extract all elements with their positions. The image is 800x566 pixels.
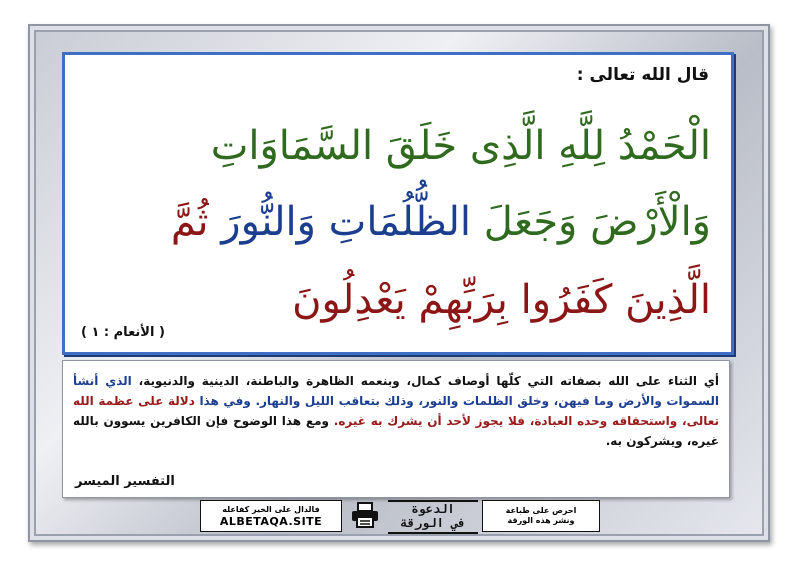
verse-line-2-blue: الظُّلُمَاتِ وَالنُّورَ bbox=[221, 199, 472, 245]
tafsir-text bbox=[73, 371, 719, 451]
verse-line-2-green: وَالْأَرْضَ وَجَعَلَ bbox=[483, 199, 711, 245]
verse-intro: قال الله تعالى : bbox=[576, 65, 709, 85]
footer-slogan: فالدال على الخير كفاعله bbox=[222, 504, 320, 514]
tafsir-part-4: ومع هذا الوضوح فإن الكافرين يسوون بالله غيره، ويشركون به. bbox=[73, 414, 719, 448]
footer-site-link[interactable]: ALBETAQA.SITE bbox=[219, 514, 323, 528]
verse-line-3: الَّذِينَ كَفَرُوا بِرَبِّهِمْ يَعْدِلُونَ bbox=[292, 277, 711, 323]
verse-line-2 bbox=[85, 197, 711, 247]
verse-line-1: الْحَمْدُ لِلَّهِ الَّذِى خَلَقَ السَّمَاوَاتِ bbox=[210, 123, 711, 169]
footer-site-box[interactable] bbox=[200, 500, 342, 532]
printer-icon bbox=[350, 502, 380, 528]
verse-panel bbox=[62, 52, 734, 355]
footer-print-line-2: ونشر هذه الورقة bbox=[507, 516, 575, 525]
verse-reference: ( الأنعام : ١ ) bbox=[81, 325, 165, 340]
footer-print-line-1: احرص على طباعة bbox=[505, 506, 577, 515]
tafsir-part-1: أي الثناء على الله بصفاته التي كلّها أوصاف كمال، وبنعمه الظاهرة والباطنة، الدينية والدنيوية، bbox=[138, 374, 720, 388]
tafsir-panel bbox=[62, 360, 730, 498]
footer-logo-top: الدعوة bbox=[411, 502, 455, 516]
footer-print-note bbox=[482, 500, 600, 532]
tafsir-part-2: الذي أنشأ السموات والأرض وما فيهن، وخلق الظلمات والنور، وذلك بتعاقب الليل والنهار. وفي هذا bbox=[73, 374, 719, 408]
tafsir-part-3: دلالة على عظمة الله تعالى، واستحقاقه وحده العبادة، فلا يجوز لأحد أن يشرك به غيره. bbox=[73, 394, 719, 428]
tafsir-source: التفسير الميسر bbox=[75, 474, 175, 489]
verse-line-2-red: ثُمَّ bbox=[170, 199, 209, 245]
footer-logo bbox=[388, 500, 478, 534]
footer-logo-bottom: في الورقة bbox=[400, 516, 466, 530]
footer-bar bbox=[200, 500, 600, 530]
